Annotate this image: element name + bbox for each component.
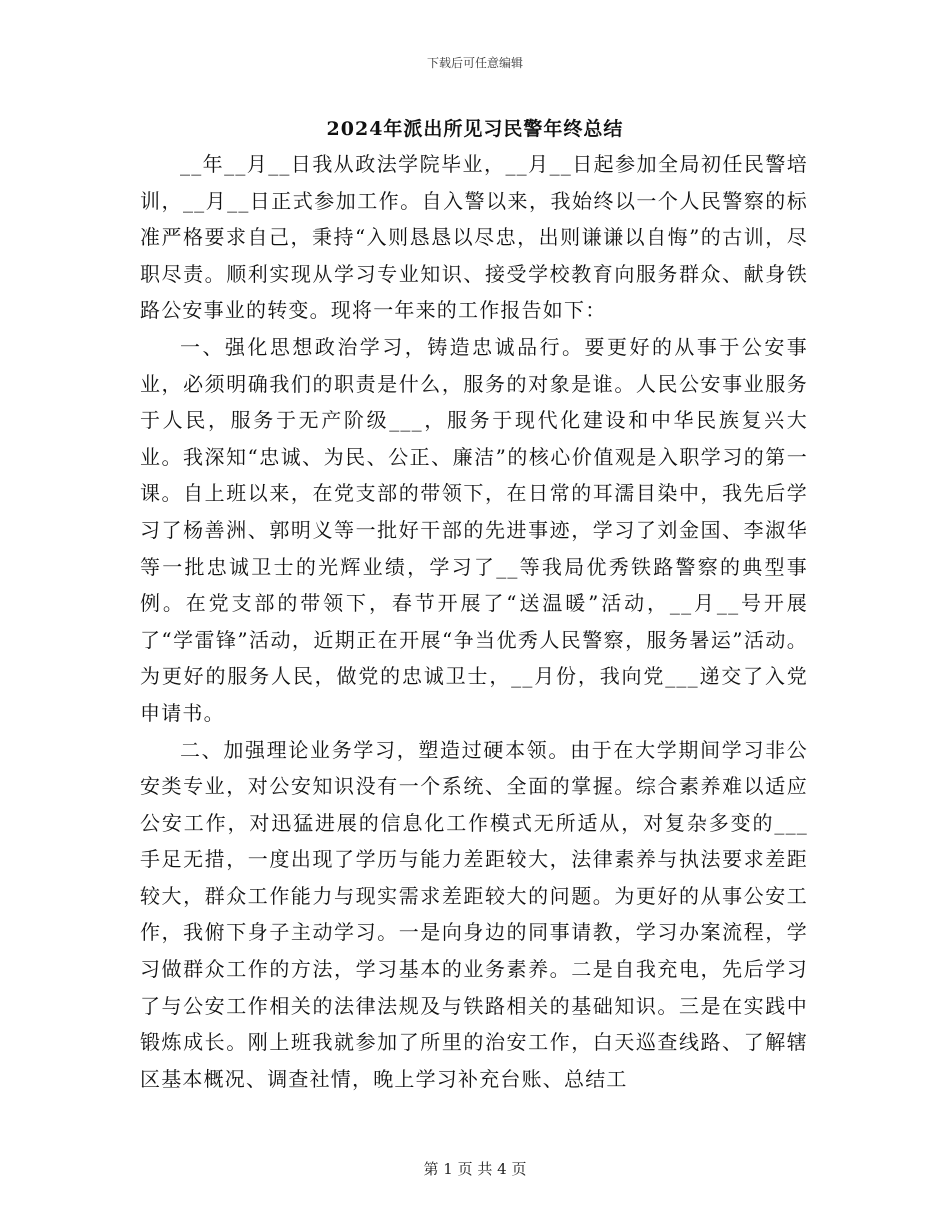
page-number: 第 1 页 共 4 页 bbox=[423, 1160, 527, 1178]
paragraph-section-2: 二、加强理论业务学习，塑造过硬本领。由于在大学期间学习非公安类专业，对公安知识没有一个系统、全面的掌握。综合素养难以适应公安工作，对迅猛进展的信息化工作模式无所适从，对复杂多变的___手足无措，一度出现了学历与能力差距较大，法律素养与执法要求差距较大，群众工作能力与现实需求差距较大的问题。为更好的从事公安工作，我俯下身子主动学习。一是向身边的同事请教，学习办案流程，学习做群众工作的方法，学习基本的业务素养。二是自我充电，先后学习了与公安工作相关的法律法规及与铁路相关的基础知识。三是在实践中锻炼成长。刚上班我就参加了所里的治安工作，白天巡查线路、了解辖区基本概况、调查社情，晚上学习补充台账、总结工 bbox=[140, 737, 808, 1091]
document-title: 2024年派出所见习民警年终总结 bbox=[326, 118, 624, 140]
paragraph-section-1: 一、强化思想政治学习，铸造忠诚品行。要更好的从事于公安事业，必须明确我们的职责是什么，服务的对象是谁。人民公安事业服务于人民，服务于无产阶级___，服务于现代化建设和中华民族复兴大业。我深知“忠诚、为民、公正、廉洁”的核心价值观是入职学习的第一课。自上班以来，在党支部的带领下，在日常的耳濡目染中，我先后学习了杨善洲、郭明义等一批好干部的先进事迹，学习了刘金国、李淑华等一批忠诚卫士的光辉业绩，学习了__等我局优秀铁路警察的典型事例。在党支部的带领下，春节开展了“送温暖”活动，__月__号开展了“学雷锋”活动，近期正在开展“争当优秀人民警察，服务暑运”活动。为更好的服务人民，做党的忠诚卫士，__月份，我向党___递交了入党申请书。 bbox=[140, 334, 808, 725]
paragraph-intro: __年__月__日我从政法学院毕业，__月__日起参加全局初任民警培训，__月__日正式参加工作。自入警以来，我始终以一个人民警察的标准严格要求自己，秉持“入则恳恳以尽忠，出则谦谦以自悔”的古训，尽职尽责。顺利实现从学习专业知识、接受学校教育向服务群众、献身铁路公安事业的转变。现将一年来的工作报告如下： bbox=[140, 152, 808, 323]
page-header-note: 下载后可任意编辑 bbox=[426, 56, 523, 70]
document-body bbox=[140, 146, 808, 1097]
